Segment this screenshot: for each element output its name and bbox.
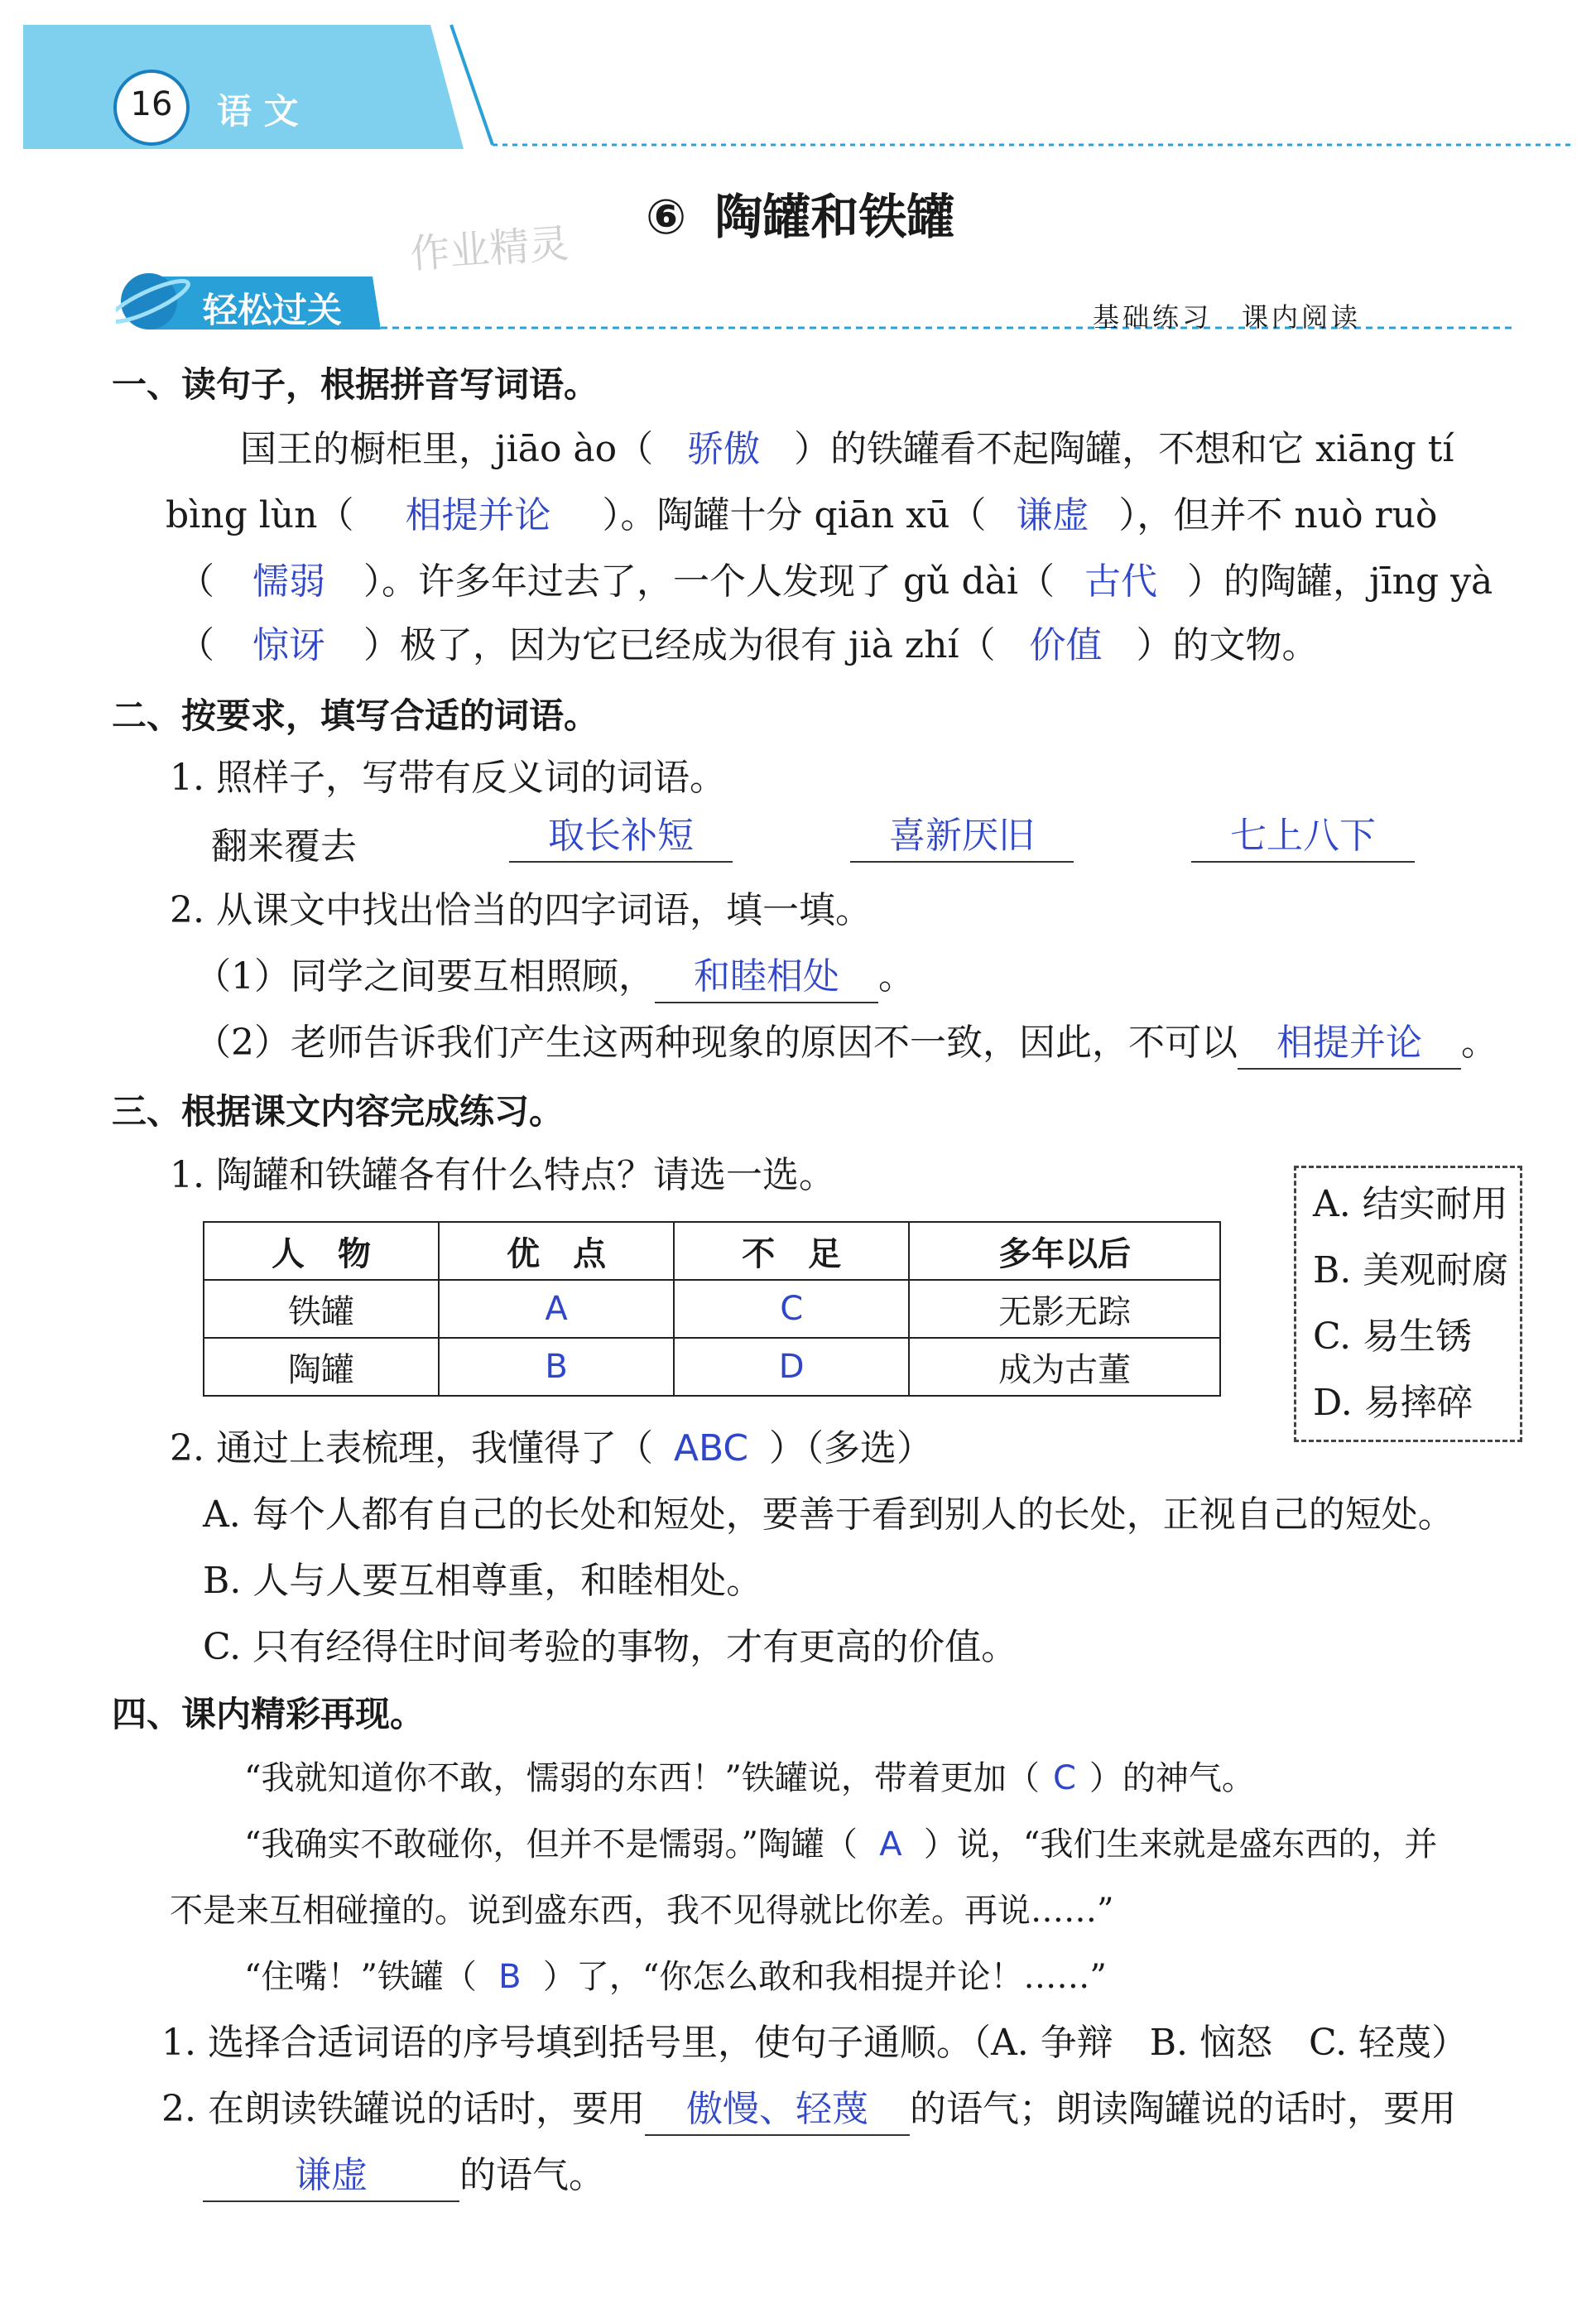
s2-example: 翻来覆去 xyxy=(211,825,357,868)
s4-q1: 1. 选择合适词语的序号填到括号里，使句子通顺。（A. 争辩 B. 恼怒 C. 轻蔑） xyxy=(161,2022,1469,2064)
s1-line1 xyxy=(240,425,1454,474)
s4-p1-answer: C xyxy=(1052,1759,1076,1797)
s3-q2-answer: ABC xyxy=(673,1427,749,1469)
answer-xiangtibinglun: 相提并论 xyxy=(405,494,551,536)
s2-q2: 2. 从课文中找出恰当的四字词语，填一填。 xyxy=(170,889,872,931)
table-cell-answer: D xyxy=(674,1338,909,1396)
answer-gudai: 古代 xyxy=(1084,560,1157,603)
s4-p4-answer: B xyxy=(498,1958,522,1996)
table-cell-answer: B xyxy=(439,1338,674,1396)
s1-l3-a: （ xyxy=(178,560,214,603)
answer-nuoruo: 懦弱 xyxy=(252,560,325,603)
s2-q2-1-a: （1）同学之间要互相照顾， xyxy=(195,955,655,998)
s3-q1: 1. 陶罐和铁罐各有什么特点？请选一选。 xyxy=(170,1154,835,1196)
s1-l3-b: ）。许多年过去了，一个人发现了 gǔ dài（ xyxy=(363,560,1055,603)
s2-q2-1 xyxy=(195,952,915,1003)
s2-q2-1-answer: 和睦相处 xyxy=(655,952,878,1003)
s4-q2-answer-1: 傲慢、轻蔑 xyxy=(645,2085,910,2136)
s1-l2-c: ），但并不 nuò ruò xyxy=(1118,494,1438,536)
s4-p2-b: ）说，“我们生来就是盛东西的，并 xyxy=(923,1825,1438,1864)
s1-line3 xyxy=(178,557,1493,607)
table-header-cell: 多年以后 xyxy=(909,1222,1220,1280)
option-item: C. 易生锈 xyxy=(1313,1315,1473,1358)
s4-q2-answer-2: 谦虚 xyxy=(203,2151,459,2202)
section1-title: 一、读句子，根据拼音写词语。 xyxy=(112,364,599,405)
table-cell: 陶罐 xyxy=(204,1338,439,1396)
section2-title: 二、按要求，填写合适的词语。 xyxy=(112,695,599,736)
s2-q2-2 xyxy=(195,1018,1497,1070)
s1-l4-c: ）的文物。 xyxy=(1136,624,1319,666)
s2-q2-2-answer: 相提并论 xyxy=(1238,1018,1461,1070)
answer-jiaoao: 骄傲 xyxy=(687,428,761,470)
table-cell-answer: A xyxy=(439,1280,674,1338)
s2-q2-2-b: 。 xyxy=(1461,1022,1497,1064)
s3-choice-c: C. 只有经得住时间考验的事物，才有更高的价值。 xyxy=(203,1626,1018,1668)
s4-p1 xyxy=(244,1753,1255,1803)
lesson-title-row xyxy=(646,178,954,248)
s4-q2 xyxy=(161,2085,1456,2136)
s4-p2 xyxy=(244,1820,1437,1869)
table-header-cell: 不 足 xyxy=(674,1222,909,1280)
s2-answer-3: 七上八下 xyxy=(1191,811,1415,863)
table-row xyxy=(204,1280,1220,1338)
lesson-number: ⑥ xyxy=(646,189,687,245)
section4-title: 四、课内精彩再现。 xyxy=(112,1694,425,1734)
s1-l4-b: ）极了，因为它已经成为很有 jià zhí（ xyxy=(363,624,996,666)
s2-answer-2: 喜新厌旧 xyxy=(850,811,1074,863)
s4-p1-a: “我就知道你不敢，懦弱的东西！”铁罐说，带着更加（ xyxy=(244,1759,1040,1797)
answer-jingya: 惊讶 xyxy=(252,624,325,666)
table-cell-answer: C xyxy=(674,1280,909,1338)
banner-label: 轻松过关 xyxy=(203,290,343,330)
s2-q2-1-b: 。 xyxy=(878,955,915,998)
s3-choice-a: A. 每个人都有自己的长处和短处，要善于看到别人的长处，正视自己的短处。 xyxy=(203,1493,1454,1536)
options-box xyxy=(1294,1166,1522,1442)
s4-p4-b: ）了，“你怎么敢和我相提并论！……” xyxy=(542,1958,1107,1996)
s4-p4 xyxy=(244,1952,1107,2002)
s2-q2-2-a: （2）老师告诉我们产生这两种现象的原因不一致，因此，不可以 xyxy=(195,1022,1238,1064)
table-header-cell: 人 物 xyxy=(204,1222,439,1280)
s4-p1-b: ）的神气。 xyxy=(1089,1759,1255,1797)
answer-qianxu: 谦虚 xyxy=(1016,494,1089,536)
s1-l3-c: ）的陶罐，jīng yà xyxy=(1186,560,1493,603)
s4-p2-answer: A xyxy=(879,1825,902,1864)
watermark: 作业精灵 xyxy=(408,220,571,278)
s4-q2-cont xyxy=(203,2151,605,2202)
section3-title: 三、根据课文内容完成练习。 xyxy=(112,1091,565,1132)
table-header-row xyxy=(204,1222,1220,1280)
header-band xyxy=(0,0,1596,166)
s2-answers-row xyxy=(509,811,1415,863)
table-cell: 铁罐 xyxy=(204,1280,439,1338)
option-item: B. 美观耐腐 xyxy=(1313,1249,1509,1291)
option-item: A. 结实耐用 xyxy=(1313,1183,1508,1225)
features-table xyxy=(203,1221,1221,1397)
lesson-title: 陶罐和铁罐 xyxy=(714,189,955,245)
subject-label: 语 文 xyxy=(217,91,299,132)
answer-jiazhi: 价值 xyxy=(1029,624,1103,666)
s4-q2-b: 的语气；朗读陶罐说的话时，要用 xyxy=(909,2088,1456,2130)
s1-l1-a: 国王的橱柜里，jiāo ào（ xyxy=(240,428,654,470)
s4-p2-a: “我确实不敢碰你，但并不是懦弱。”陶罐（ xyxy=(244,1825,858,1864)
s1-line4 xyxy=(178,621,1319,671)
s4-p3: 不是来互相碰撞的。说到盛东西，我不见得就比你差。再说……” xyxy=(170,1892,1114,1930)
s4-q2-a: 2. 在朗读铁罐说的话时，要用 xyxy=(161,2088,645,2130)
banner-right-text: 基础练习 课内阅读 xyxy=(1093,301,1362,333)
s1-line2 xyxy=(166,491,1437,541)
table-row xyxy=(204,1338,1220,1396)
s1-l1-b: ）的铁罐看不起陶罐，不想和它 xiāng tí xyxy=(794,428,1454,470)
s1-l2-a: bìng lùn（ xyxy=(166,494,354,536)
s4-q2-c: 的语气。 xyxy=(459,2154,605,2196)
option-item: D. 易摔碎 xyxy=(1313,1382,1473,1424)
page-number: 16 xyxy=(130,85,173,123)
table-cell: 无影无踪 xyxy=(909,1280,1220,1338)
s1-l2-b: ）。陶罐十分 qiān xū（ xyxy=(602,494,987,536)
table-header-cell: 优 点 xyxy=(439,1222,674,1280)
s3-q2-b: ）（多选） xyxy=(768,1427,933,1469)
s4-p4-a: “住嘴！”铁罐（ xyxy=(244,1958,477,1996)
table-cell: 成为古董 xyxy=(909,1338,1220,1396)
s3-q2 xyxy=(170,1424,933,1474)
s2-answer-1: 取长补短 xyxy=(509,811,733,863)
s1-l4-a: （ xyxy=(178,624,214,666)
s3-choice-b: B. 人与人要互相尊重，和睦相处。 xyxy=(203,1560,763,1602)
s3-q2-a: 2. 通过上表梳理，我懂得了（ xyxy=(170,1427,653,1469)
s2-q1: 1. 照样子，写带有反义词的词语。 xyxy=(170,757,726,799)
